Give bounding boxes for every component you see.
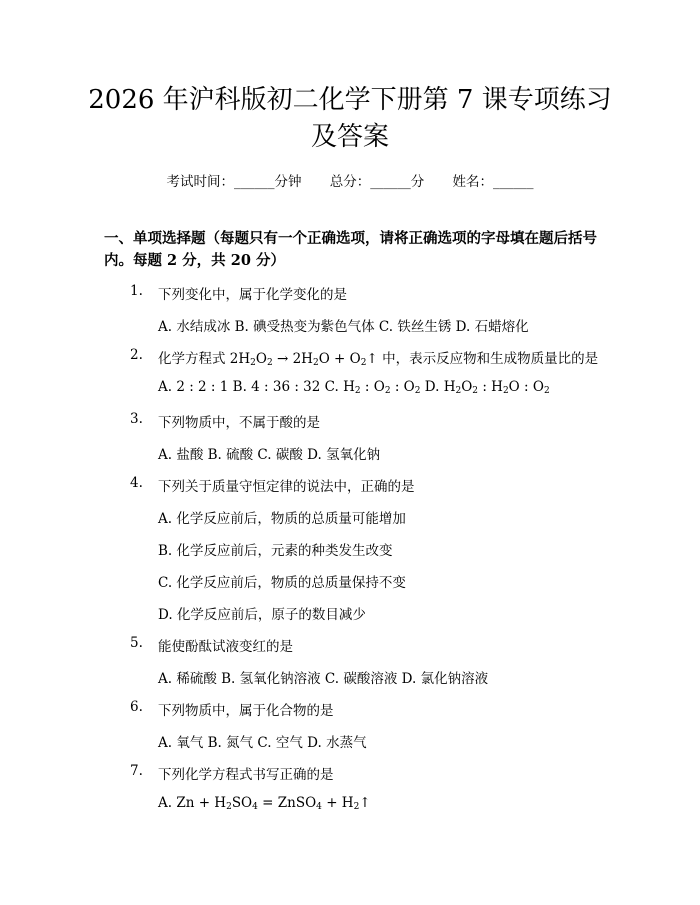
option-d: D. 化学反应前后，原子的数目减少 [158, 607, 366, 623]
question-options-plain: A. 2 : 2 : 1 B. 4 : 36 : 32 [158, 379, 321, 395]
option-c: C. 化学反应前后，物质的总质量保持不变 [158, 575, 406, 591]
question-number: 5. [130, 635, 143, 651]
question-text: 下列物质中，不属于酸的是 [158, 415, 320, 431]
question-text: 下列物质中，属于化合物的是 [158, 703, 334, 719]
exam-meta [0, 170, 700, 190]
question-number: 7. [130, 763, 143, 779]
option-b: B. 化学反应前后，元素的种类发生改变 [158, 543, 393, 559]
question-text-post: 中，表示反应物和生成物质量比的是 [382, 351, 599, 367]
question-text: 能使酚酞试液变红的是 [158, 639, 293, 655]
student-name: 姓名：______ [452, 174, 534, 190]
option-a: A. $Zn + H_2SO_4$ = ZnSO$_4$ + $H_2↑$ [158, 795, 371, 812]
question-text: 下列变化中，属于化学变化的是 [158, 287, 347, 303]
section-heading: 一、单项选择题（每题只有一个正确选项，请将正确选项的字母填在题后括号内。每题 2 分，共 20 分） [104, 230, 597, 269]
question-options: A. 盐酸 B. 硫酸 C. 碳酸 D. 氢氧化钠 [158, 447, 381, 463]
question-number: 2. [130, 347, 143, 363]
total-score: 总分：______分 [329, 174, 425, 190]
question-text: 下列关于质量守恒定律的说法中，正确的是 [158, 479, 415, 495]
question-number: 6. [130, 699, 143, 715]
title-line-2: 及答案 [310, 122, 389, 152]
title-line-1: 2026 年沪科版初二化学下册第 7 课专项练习 [88, 85, 612, 115]
question-number: 3. [130, 411, 143, 427]
page-title [0, 82, 700, 156]
question-number: 1. [130, 283, 143, 299]
question-text: 下列化学方程式书写正确的是 [158, 767, 334, 783]
question-options: A. 水结成冰 B. 碘受热变为紫色气体 C. 铁丝生锈 D. 石蜡熔化 [158, 319, 529, 335]
question-text-pre: 化学方程式 2H [158, 351, 251, 367]
question-options: A. 稀硫酸 B. 氢氧化钠溶液 C. 碳酸溶液 D. 氯化钠溶液 [158, 671, 489, 687]
question-text: 化学方程式 $2H_2O_2 \to 2H_2O$ + $O_2↑$ 中，表示反应物和生成物质量比的是 [158, 351, 599, 368]
question-number: 4. [130, 475, 143, 491]
question-options: A. 氧气 B. 氮气 C. 空气 D. 水蒸气 [158, 735, 367, 751]
exam-time: 考试时间：______分钟 [166, 174, 302, 190]
question-options: A. 2 : 2 : 1 B. 4 : 36 : 32 C. $H_2$ : $O_2$ : $O_2$ D. $H_2O_2$ : $H_2O$ : $O_2$ [158, 379, 550, 396]
option-a: A. 化学反应前后，物质的总质量可能增加 [158, 511, 406, 527]
